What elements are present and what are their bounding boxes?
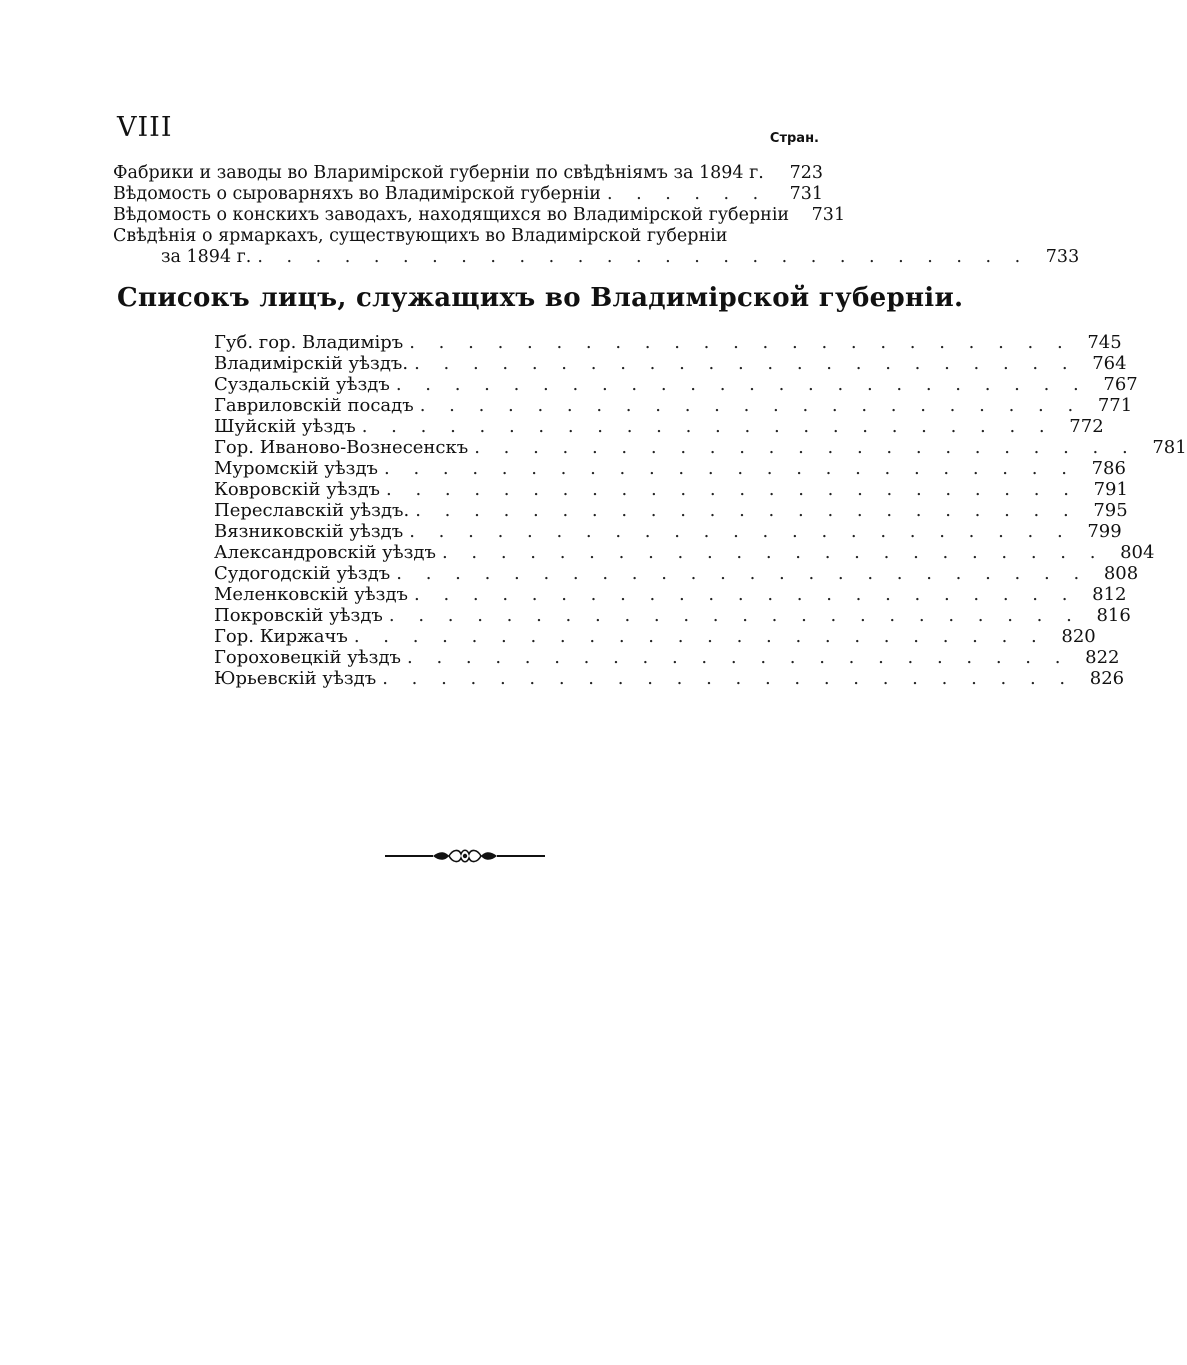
entry-label: за 1894 г. bbox=[161, 247, 252, 267]
entry-label: Гороховецкій уѣздъ bbox=[214, 647, 401, 668]
district-entry bbox=[214, 332, 1122, 353]
entry-page: 808 bbox=[1103, 563, 1139, 584]
entry-label: Губ. гор. Владиміръ bbox=[214, 332, 404, 353]
contents-entry bbox=[113, 163, 823, 184]
leader-dots: . . . . . . . . . . . . . . . . . . . . . . . . bbox=[386, 479, 1078, 500]
entry-page: 799 bbox=[1087, 521, 1122, 542]
entry-label: Гор. Киржачъ bbox=[214, 626, 348, 647]
leader-dots: . . . . . . . . . . . . . . . . . . . . . . . . bbox=[382, 668, 1075, 689]
district-entry bbox=[214, 584, 1127, 605]
leader-dots: . . . . . . . . . . . . . . . . . . . . . . . bbox=[419, 395, 1083, 416]
entry-page: 820 bbox=[1061, 626, 1096, 647]
district-entry bbox=[214, 500, 1128, 521]
leader-dots: . . . . . . . . . . . . . . . . . . . . . . . . bbox=[395, 374, 1088, 395]
entry-label: Переславскій уѣздъ. bbox=[214, 500, 410, 521]
leader-dots: . . . . . . bbox=[606, 184, 768, 204]
leader-dots: . . . . . . . . . . . . . . . . . . . . . . . bbox=[414, 353, 1077, 374]
entry-label: Юрьевскій уѣздъ bbox=[214, 668, 377, 689]
entry-page: 822 bbox=[1085, 647, 1120, 668]
entry-label: Вѣдомость о сыроварняхъ во Владимірской губерніи bbox=[113, 184, 601, 204]
entry-label: Шуйскій уѣздъ bbox=[214, 416, 356, 437]
entry-label: Покровскій уѣздъ bbox=[214, 605, 383, 626]
districts-list bbox=[214, 332, 1187, 689]
entry-label: Свѣдѣнія о ярмаркахъ, существующихъ во Владимірской губерніи bbox=[113, 226, 728, 246]
entry-page: 772 bbox=[1069, 416, 1104, 437]
entry-label: Владимірскій уѣздъ. bbox=[214, 353, 409, 374]
entry-page: 804 bbox=[1120, 542, 1155, 563]
entry-page: 731 bbox=[789, 184, 823, 204]
section-title: Списокъ лицъ, служащихъ во Владимірской губерніи. bbox=[117, 283, 964, 313]
entry-label: Суздальскій уѣздъ bbox=[214, 374, 390, 395]
district-entry bbox=[214, 395, 1133, 416]
entry-page: 786 bbox=[1091, 458, 1126, 479]
entry-page: 816 bbox=[1096, 605, 1131, 626]
entry-page: 771 bbox=[1097, 395, 1133, 416]
entry-label: Фабрики и заводы во Вларимірской губерніи по свѣдѣніямъ за 1894 г. bbox=[113, 163, 764, 183]
contents-entry bbox=[113, 226, 823, 247]
entry-page: 812 bbox=[1092, 584, 1127, 605]
contents-entry bbox=[113, 205, 846, 226]
entry-page: 781 bbox=[1152, 437, 1187, 458]
district-entry bbox=[214, 626, 1096, 647]
leader-dots: . . . . . . . . . . . . . . . . . . . . . . . bbox=[414, 584, 1077, 605]
district-entry bbox=[214, 563, 1139, 584]
entry-label: Судогодскій уѣздъ bbox=[214, 563, 391, 584]
district-entry bbox=[214, 647, 1120, 668]
entry-page: 745 bbox=[1087, 332, 1122, 353]
entry-label: Гор. Иваново-Вознесенскъ bbox=[214, 437, 469, 458]
entry-page: 731 bbox=[811, 205, 846, 225]
leader-dots: . . . . . . . . . . . . . . . . . . . . . . . bbox=[407, 647, 1070, 668]
page-column-header: Стран. bbox=[769, 131, 819, 146]
district-entry bbox=[214, 479, 1128, 500]
entry-label: Вязниковскій уѣздъ bbox=[214, 521, 404, 542]
leader-dots: . . . . . . . . . . . . . . . . . . . . . . . . . . . bbox=[257, 247, 1030, 267]
page-number: VIII bbox=[117, 112, 173, 143]
entry-page: 826 bbox=[1089, 668, 1125, 689]
leader-dots: . . . . . . . . . . . . . . . . . . . . . . . . bbox=[388, 605, 1081, 626]
leader-dots: . . . . . . . . . . . . . . . . . . . . . . . bbox=[474, 437, 1137, 458]
entry-page: 795 bbox=[1093, 500, 1128, 521]
entry-page: 764 bbox=[1092, 353, 1127, 374]
leader-dots: . . . . . . . . . . . . . . . . . . . . . . . . bbox=[396, 563, 1089, 584]
district-entry bbox=[214, 374, 1138, 395]
entry-page: 767 bbox=[1103, 374, 1138, 395]
district-entry bbox=[214, 416, 1104, 437]
contents-entry-continuation bbox=[113, 247, 1080, 268]
leader-dots: . . . . . . . . . . . . . . . . . . . . . . . . bbox=[361, 416, 1054, 437]
district-entry bbox=[214, 668, 1125, 689]
district-entry bbox=[214, 437, 1187, 458]
leader-dots: . . . . . . . . . . . . . . . . . . . . . . . . bbox=[384, 458, 1076, 479]
entry-label: Меленковскій уѣздъ bbox=[214, 584, 408, 605]
entry-page: 733 bbox=[1045, 247, 1080, 267]
leader-dots: . . . . . . . . . . . . . . . . . . . . . . . bbox=[409, 521, 1072, 542]
entry-label: Ковровскій уѣздъ bbox=[214, 479, 380, 500]
district-entry bbox=[214, 542, 1155, 563]
district-entry bbox=[214, 458, 1126, 479]
entry-label: Александровскій уѣздъ bbox=[214, 542, 436, 563]
entry-page: 723 bbox=[789, 163, 823, 183]
district-entry bbox=[214, 521, 1122, 542]
district-entry bbox=[214, 605, 1131, 626]
ornament-divider bbox=[385, 845, 545, 867]
contents-list bbox=[113, 163, 1080, 268]
district-entry bbox=[214, 353, 1127, 374]
leader-dots: . . . . . . . . . . . . . . . . . . . . . . . bbox=[415, 500, 1078, 521]
contents-entry bbox=[113, 184, 823, 205]
entry-page: 791 bbox=[1093, 479, 1128, 500]
entry-label: Вѣдомость о конскихъ заводахъ, находящихся во Владимірской губерніи bbox=[113, 205, 790, 225]
entry-label: Муромскій уѣздъ bbox=[214, 458, 378, 479]
entry-label: Гавриловскій посадъ bbox=[214, 395, 414, 416]
leader-dots: . . . . . . . . . . . . . . . . . . . . . . . bbox=[409, 332, 1072, 353]
leader-dots: . . . . . . . . . . . . . . . . . . . . . . . . bbox=[353, 626, 1046, 647]
leader-dots: . . . . . . . . . . . . . . . . . . . . . . . bbox=[441, 542, 1105, 563]
